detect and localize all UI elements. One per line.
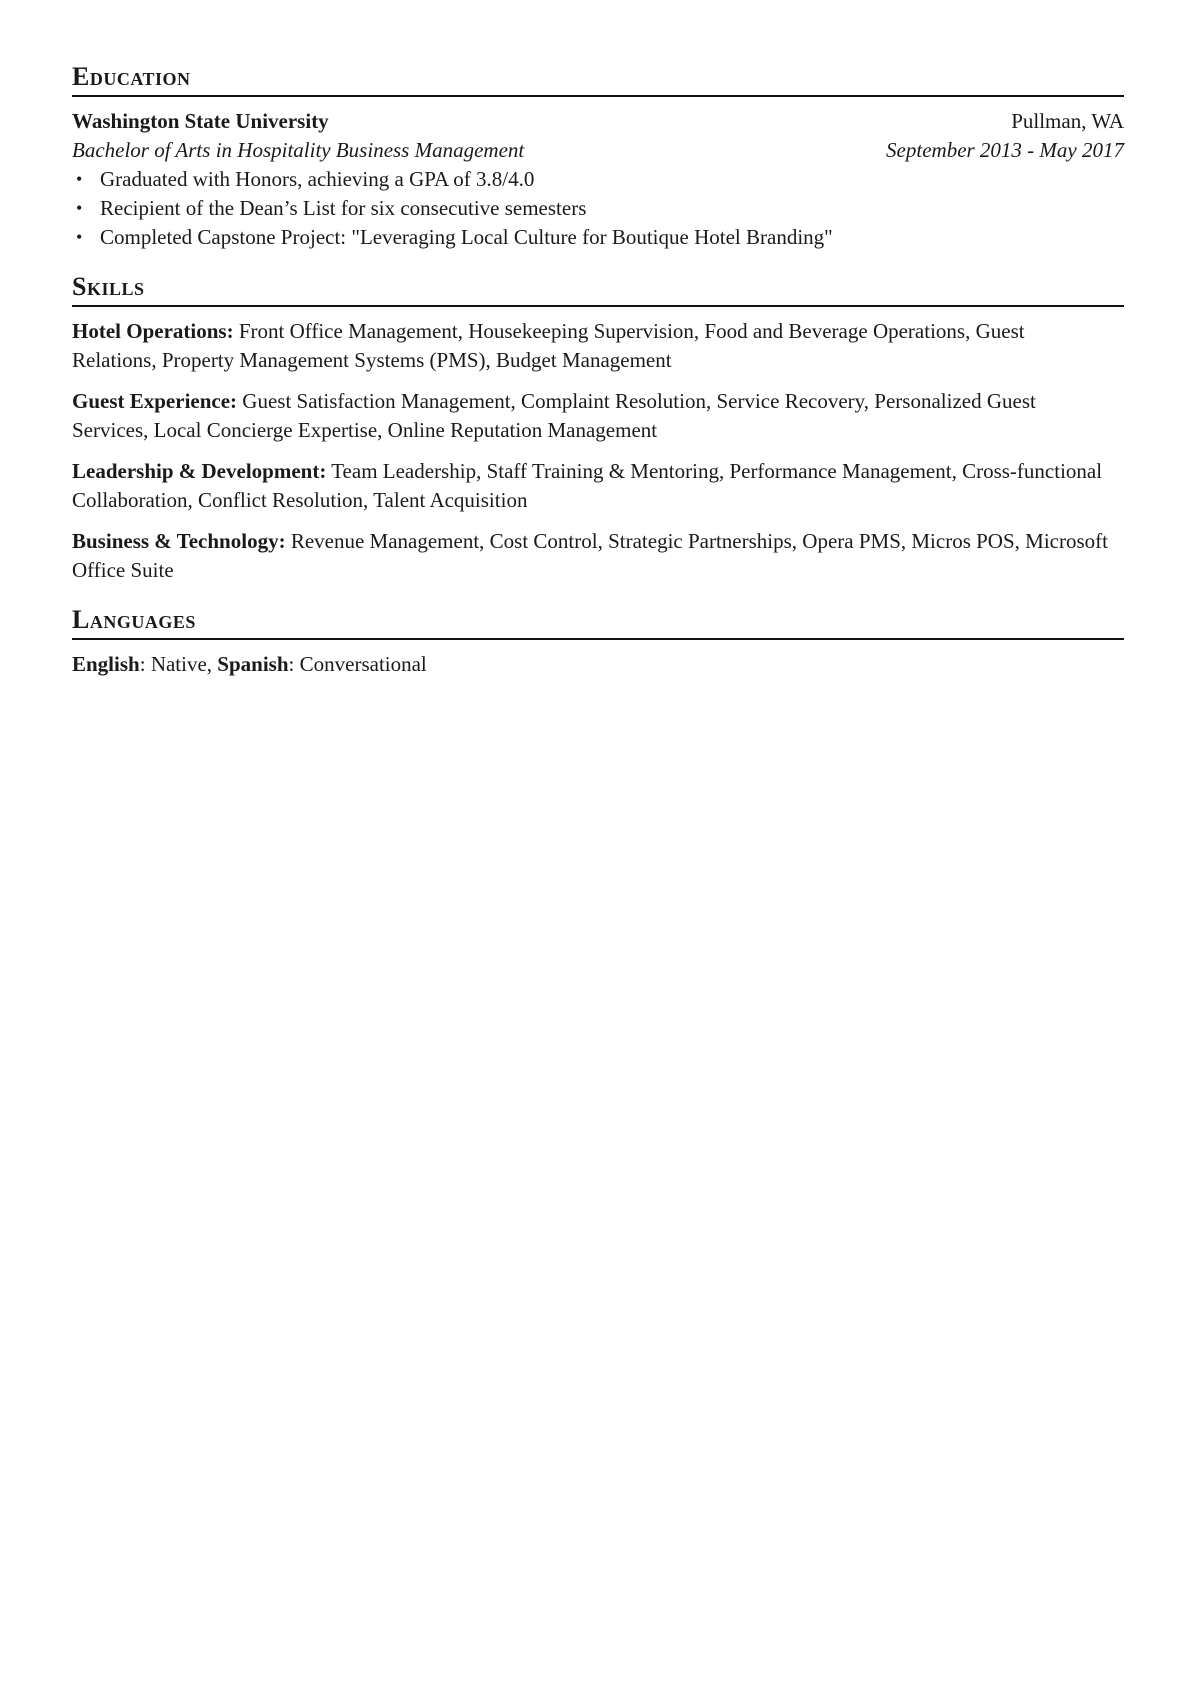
bullet-icon: •: [76, 169, 83, 189]
skill-group-label: Hotel Operations:: [72, 319, 234, 343]
skills-section: [72, 272, 1124, 585]
education-degree-row: [72, 136, 1124, 165]
education-section: [72, 62, 1124, 252]
school-name: Washington State University: [72, 109, 329, 133]
skill-group-business-technology: [72, 527, 1112, 585]
education-bullet-list: [72, 165, 1124, 252]
skills-heading: Skills: [72, 272, 1124, 307]
bullet-icon: •: [76, 227, 83, 247]
education-bullet: [76, 165, 1124, 194]
bullet-text: Recipient of the Dean’s List for six consecutive semesters: [100, 196, 587, 220]
language-name: English: [72, 652, 140, 676]
skill-group-leadership: [72, 457, 1112, 515]
language-level: Native: [150, 652, 207, 676]
education-dates: September 2013 - May 2017: [886, 138, 1124, 162]
languages-line: English: Native, Spanish: Conversational: [72, 652, 427, 676]
skill-group-hotel-operations: [72, 317, 1112, 375]
languages-heading: Languages: [72, 605, 1124, 640]
bullet-icon: •: [76, 198, 83, 218]
education-heading: Education: [72, 62, 1124, 97]
skill-group-text: Team Leadership, Staff Training & Mentoring, Performance Management, Cross-functional Collaboration, Conflict Resolution, Talent Acquisition: [72, 459, 1103, 512]
education-bullet: [76, 194, 1124, 223]
skill-group-guest-experience: [72, 387, 1112, 445]
skill-group-label: Business & Technology:: [72, 529, 286, 553]
education-school-row: [72, 107, 1124, 136]
skill-group-label: Leadership & Development:: [72, 459, 327, 483]
skill-group-text: Guest Satisfaction Management, Complaint Resolution, Service Recovery, Personalized Guest Services, Local Concierge Expertise, Online Reputation Management: [72, 389, 1036, 442]
language-level: Conversational: [299, 652, 427, 676]
languages-section: [72, 605, 1124, 679]
resume-page: [72, 62, 1124, 699]
skill-group-text: Front Office Management, Housekeeping Supervision, Food and Beverage Operations, Guest Relations, Property Management Systems (PMS), Budget Management: [72, 319, 1025, 372]
degree-name: Bachelor of Arts in Hospitality Business Management: [72, 138, 525, 162]
education-bullet: [76, 223, 1124, 252]
education-entry: [72, 107, 1124, 252]
bullet-text: Completed Capstone Project: "Leveraging Local Culture for Boutique Hotel Branding": [100, 225, 833, 249]
skill-group-text: Revenue Management, Cost Control, Strategic Partnerships, Opera PMS, Micros POS, Microsoft Office Suite: [72, 529, 1108, 582]
language-name: Spanish: [217, 652, 289, 676]
school-location: Pullman, WA: [1011, 109, 1124, 133]
skill-group-label: Guest Experience:: [72, 389, 238, 413]
bullet-text: Graduated with Honors, achieving a GPA of 3.8/4.0: [100, 167, 535, 191]
